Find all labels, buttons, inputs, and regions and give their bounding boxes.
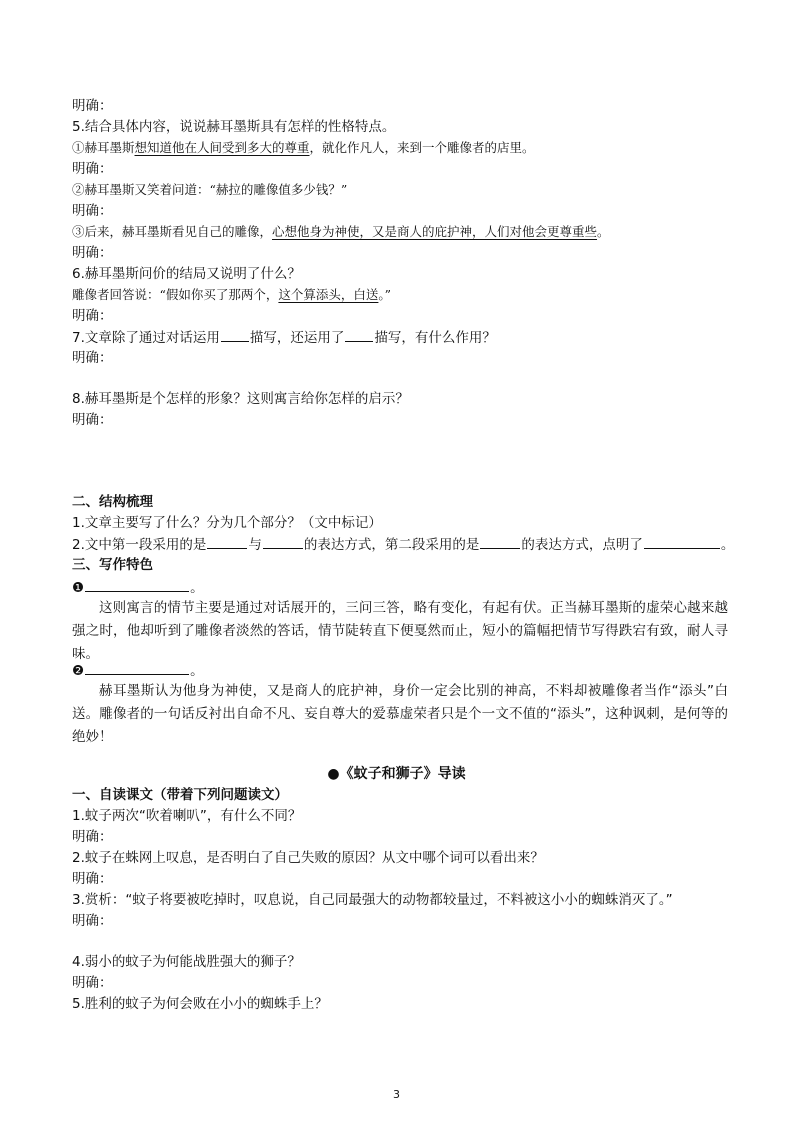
section-heading-writing: 三、写作特色 [72, 557, 153, 573]
feature-1-heading: ❶ 。 [72, 577, 732, 598]
answer-label: 明确： [72, 829, 113, 845]
answer-label: 明确： [72, 412, 113, 428]
quote-5b: ②赫耳墨斯又笑着问道：“赫拉的雕像值多少钱？” [72, 182, 348, 197]
answer-label: 明确： [72, 913, 113, 929]
fill-blank[interactable] [644, 534, 720, 549]
answer-label: 明确： [72, 871, 113, 887]
mosquito-question-3: 3.赏析：“蚊子将要被吃掉时，叹息说，自己同最强大的动物都较量过，不料被这小小的蜘蛛消灭了。” [72, 892, 673, 908]
circled-two-icon: ❷ [72, 663, 85, 679]
question-8: 8.赫耳墨斯是个怎样的形象？这则寓言给你怎样的启示？ [72, 391, 409, 407]
section-title-mosquito-lion: ●《蚊子和狮子》导读 [327, 766, 466, 782]
fill-blank[interactable] [263, 534, 303, 549]
quote-5a: ①赫耳墨斯想知道他在人间受到多大的尊重，就化作凡人，来到一个雕像者的店里。 [72, 140, 535, 155]
answer-label: 明确： [72, 203, 113, 219]
question-6: 6.赫耳墨斯问价的结局又说明了什么？ [72, 266, 301, 282]
mosquito-question-5: 5.胜利的蚊子为何会败在小小的蜘蛛手上？ [72, 996, 328, 1012]
answer-label: 明确： [72, 350, 113, 366]
answer-label: 明确： [72, 245, 113, 261]
fill-blank[interactable] [480, 534, 520, 549]
answer-label: 明确： [72, 98, 113, 114]
mosquito-question-1: 1.蚊子两次“吹着喇叭”，有什么不同？ [72, 808, 302, 824]
fill-blank[interactable] [85, 577, 189, 592]
circled-one-icon: ❶ [72, 580, 85, 596]
mosquito-question-2: 2.蚊子在蛛网上叹息，是否明白了自己失败的原因？从文中哪个词可以看出来？ [72, 850, 544, 866]
feature-1-paragraph: 这则寓言的情节主要是通过对话展开的，三问三答，略有变化，有起有伏。正当赫耳墨斯的虚荣心越来越强之时，他却听到了雕像者淡然的答话，情节陡转直下便戛然而止，短小的篇幅把情节写得跌宕有致，耐人寻味。 [72, 600, 728, 662]
section-heading-self-reading: 一、自读课文（带着下列问题读文） [72, 787, 288, 803]
page-number: 3 [393, 1088, 400, 1101]
quote-5c: ③后来，赫耳墨斯看见自己的雕像，心想他身为神使，又是商人的庇护神，人们对他会更尊重些。 [72, 224, 610, 239]
feature-2-heading: ❷ 。 [72, 660, 732, 681]
question-7: 7.文章除了通过对话运用 描写，还运用了 描写，有什么作用？ [72, 327, 732, 348]
fill-blank[interactable] [85, 660, 189, 675]
fill-blank[interactable] [345, 327, 373, 342]
answer-label: 明确： [72, 308, 113, 324]
mosquito-question-4: 4.弱小的蚊子为何能战胜强大的狮子？ [72, 954, 301, 970]
section-heading-structure: 二、结构梳理 [72, 494, 153, 510]
feature-2-paragraph: 赫耳墨斯认为他身为神使，又是商人的庇护神，身价一定会比别的神高，不料却被雕像者当作“添头”白送。雕像者的一句话反衬出自命不凡、妄自尊大的爱慕虚荣者只是个一文不值的“添头”，这种讽刺，是何等的绝妙！ [72, 683, 728, 745]
fill-blank[interactable] [221, 327, 249, 342]
answer-label: 明确： [72, 975, 113, 991]
structure-question-1: 1.文章主要写了什么？分为几个部分？（文中标记） [72, 515, 382, 531]
structure-question-2: 2.文中第一段采用的是 与 的表达方式，第二段采用的是 的表达方式，点明了 。 [72, 534, 732, 555]
quote-6: 雕像者回答说：“假如你买了那两个，这个算添头，白送。” [72, 287, 392, 302]
question-5: 5.结合具体内容，说说赫耳墨斯具有怎样的性格特点。 [72, 119, 396, 135]
answer-label: 明确： [72, 161, 113, 177]
fill-blank[interactable] [207, 534, 247, 549]
